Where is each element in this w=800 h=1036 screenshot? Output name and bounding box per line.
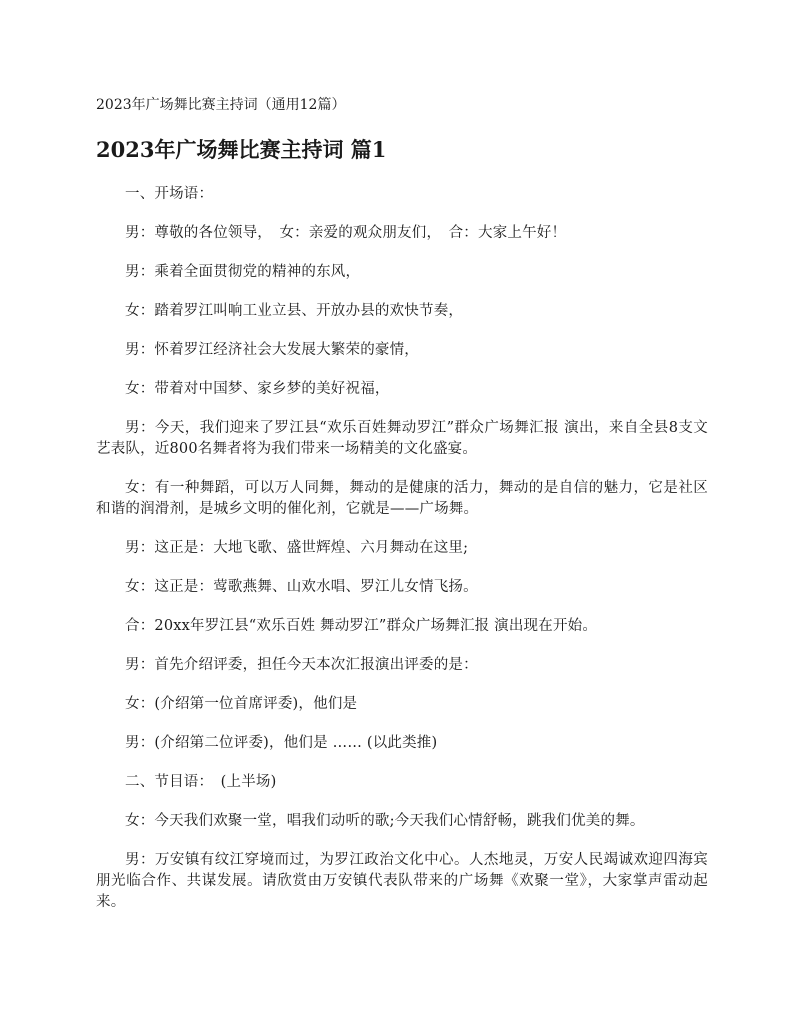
paragraph: 女：(介绍第一位首席评委)，他们是 [125,696,358,712]
document-body [96,184,708,931]
paragraph: 男：怀着罗江经济社会大发展大繁荣的豪情， [125,342,419,358]
paragraph: 女：踏着罗江叫响工业立县、开放办县的欢快节奏， [125,303,464,319]
paragraph: 女：带着对中国梦、家乡梦的美好祝福， [125,381,390,397]
paragraph: 合：20xx年罗江县“欢乐百姓 舞动罗江”群众广场舞汇报 演出现在开始。 [125,618,598,634]
paragraph: 女：今天我们欢聚一堂，唱我们动听的歌;今天我们心情舒畅，跳我们优美的舞。 [125,813,645,829]
paragraph: 一、开场语： [125,186,214,202]
paragraph: 男：万安镇有纹江穿境而过，为罗江政治文化中心。人杰地灵，万安人民竭诚欢迎四海宾朋光临合作、共谋发展。请欣赏由万安镇代表队带来的广场舞《欢聚一堂》，大家掌声雷动起来。 [96,852,708,910]
paragraph: 男：今天，我们迎来了罗江县“欢乐百姓舞动罗江”群众广场舞汇报 演出，来自全县8支文艺表队，近800名舞者将为我们带来一场精美的文化盛宴。 [96,420,708,457]
paragraph: 男：(介绍第二位评委)，他们是 …… (以此类推) [125,735,438,751]
paragraph: 女：这正是：莺歌燕舞、山欢水唱、罗江儿女情飞扬。 [125,579,478,595]
document-title: 2023年广场舞比赛主持词（通用12篇） [96,97,346,113]
paragraph: 二、节目语： (上半场) [125,774,277,790]
paragraph: 男：尊敬的各位领导， 女：亲爱的观众朋友们， 合：大家上午好！ [125,225,567,241]
paragraph: 男：首先介绍评委，担任今天本次汇报演出评委的是： [125,657,478,673]
paragraph: 男：乘着全面贯彻党的精神的东风， [125,264,361,280]
section-heading: 2023年广场舞比赛主持词 篇1 [96,137,387,162]
paragraph: 男：这正是：大地飞歌、盛世辉煌、六月舞动在这里; [125,540,469,556]
paragraph: 女：有一种舞蹈，可以万人同舞，舞动的是健康的活力，舞动的是自信的魅力，它是社区和谐的润滑剂，是城乡文明的催化剂，它就是——广场舞。 [96,480,708,517]
